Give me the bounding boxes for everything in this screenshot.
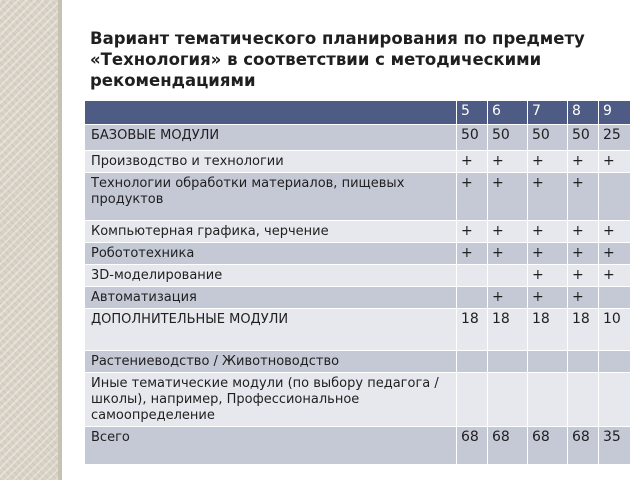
- grade-7-cell: [528, 351, 568, 373]
- grade-7-cell: 50: [528, 125, 568, 151]
- decorative-divider: [58, 0, 62, 480]
- grade-5-cell: 50: [457, 125, 488, 151]
- grade-8-cell: 18: [568, 309, 599, 351]
- grade-8-cell: +: [568, 243, 599, 265]
- page-title: Вариант тематического планирования по предмету «Технология» в соответствии с методическими рекомендациями: [90, 29, 585, 90]
- grade-9-cell: 25: [599, 125, 631, 151]
- table-row: [85, 173, 631, 221]
- grade-5-cell: +: [457, 151, 488, 173]
- table-row: [85, 309, 631, 351]
- grade-6-cell: +: [488, 173, 528, 221]
- grade-header-6: 6: [488, 101, 528, 125]
- table-header-row: [85, 101, 631, 125]
- decorative-side-panel: [0, 0, 58, 480]
- row-label: Компьютерная графика, черчение: [85, 221, 457, 243]
- grade-5-cell: [457, 265, 488, 287]
- row-label: ДОПОЛНИТЕЛЬНЫЕ МОДУЛИ: [85, 309, 457, 351]
- row-label: Производство и технологии: [85, 151, 457, 173]
- table-row: [85, 125, 631, 151]
- grade-8-cell: +: [568, 265, 599, 287]
- table-row: [85, 427, 631, 465]
- grade-6-cell: 18: [488, 309, 528, 351]
- grade-9-cell: +: [599, 265, 631, 287]
- grade-5-cell: 68: [457, 427, 488, 465]
- grade-6-cell: 68: [488, 427, 528, 465]
- grade-6-cell: +: [488, 151, 528, 173]
- grade-5-cell: +: [457, 243, 488, 265]
- row-label: БАЗОВЫЕ МОДУЛИ: [85, 125, 457, 151]
- table-row: [85, 221, 631, 243]
- planning-table: [84, 100, 631, 465]
- grade-7-cell: +: [528, 265, 568, 287]
- grade-7-cell: 68: [528, 427, 568, 465]
- grade-7-cell: [528, 373, 568, 427]
- row-label: Всего: [85, 427, 457, 465]
- grade-5-cell: +: [457, 173, 488, 221]
- grade-8-cell: +: [568, 287, 599, 309]
- row-label: Иные тематические модули (по выбору педагога / школы), например, Профессиональное самоопределение: [85, 373, 457, 427]
- row-label: 3D-моделирование: [85, 265, 457, 287]
- table-row: [85, 151, 631, 173]
- table-row: [85, 243, 631, 265]
- grade-5-cell: [457, 287, 488, 309]
- grade-6-cell: +: [488, 287, 528, 309]
- grade-9-cell: [599, 173, 631, 221]
- grade-7-cell: +: [528, 173, 568, 221]
- grade-6-cell: [488, 265, 528, 287]
- grade-9-cell: 10: [599, 309, 631, 351]
- table-row: [85, 351, 631, 373]
- grade-7-cell: +: [528, 287, 568, 309]
- table-row: [85, 265, 631, 287]
- grade-6-cell: +: [488, 221, 528, 243]
- grade-9-cell: [599, 287, 631, 309]
- grade-7-cell: +: [528, 151, 568, 173]
- table-row: [85, 373, 631, 427]
- grade-7-cell: +: [528, 243, 568, 265]
- grade-8-cell: +: [568, 173, 599, 221]
- grade-5-cell: +: [457, 221, 488, 243]
- grade-8-cell: +: [568, 221, 599, 243]
- grade-6-cell: [488, 351, 528, 373]
- row-label: Робототехника: [85, 243, 457, 265]
- grade-6-cell: [488, 373, 528, 427]
- grade-8-cell: [568, 373, 599, 427]
- grade-header-5: 5: [457, 101, 488, 125]
- grade-9-cell: 35: [599, 427, 631, 465]
- header-label-cell: [85, 101, 457, 125]
- row-label: Автоматизация: [85, 287, 457, 309]
- grade-7-cell: +: [528, 221, 568, 243]
- grade-9-cell: [599, 373, 631, 427]
- grade-8-cell: [568, 351, 599, 373]
- grade-header-9: 9: [599, 101, 631, 125]
- grade-9-cell: +: [599, 243, 631, 265]
- grade-5-cell: [457, 351, 488, 373]
- grade-6-cell: 50: [488, 125, 528, 151]
- grade-9-cell: +: [599, 221, 631, 243]
- grade-5-cell: 18: [457, 309, 488, 351]
- grade-header-8: 8: [568, 101, 599, 125]
- grade-6-cell: +: [488, 243, 528, 265]
- grade-9-cell: [599, 351, 631, 373]
- row-label: Растениеводство / Животноводство: [85, 351, 457, 373]
- grade-8-cell: 50: [568, 125, 599, 151]
- grade-7-cell: 18: [528, 309, 568, 351]
- grade-8-cell: 68: [568, 427, 599, 465]
- grade-header-7: 7: [528, 101, 568, 125]
- grade-5-cell: [457, 373, 488, 427]
- grade-9-cell: +: [599, 151, 631, 173]
- row-label: Технологии обработки материалов, пищевых продуктов: [85, 173, 457, 221]
- table-row: [85, 287, 631, 309]
- grade-8-cell: +: [568, 151, 599, 173]
